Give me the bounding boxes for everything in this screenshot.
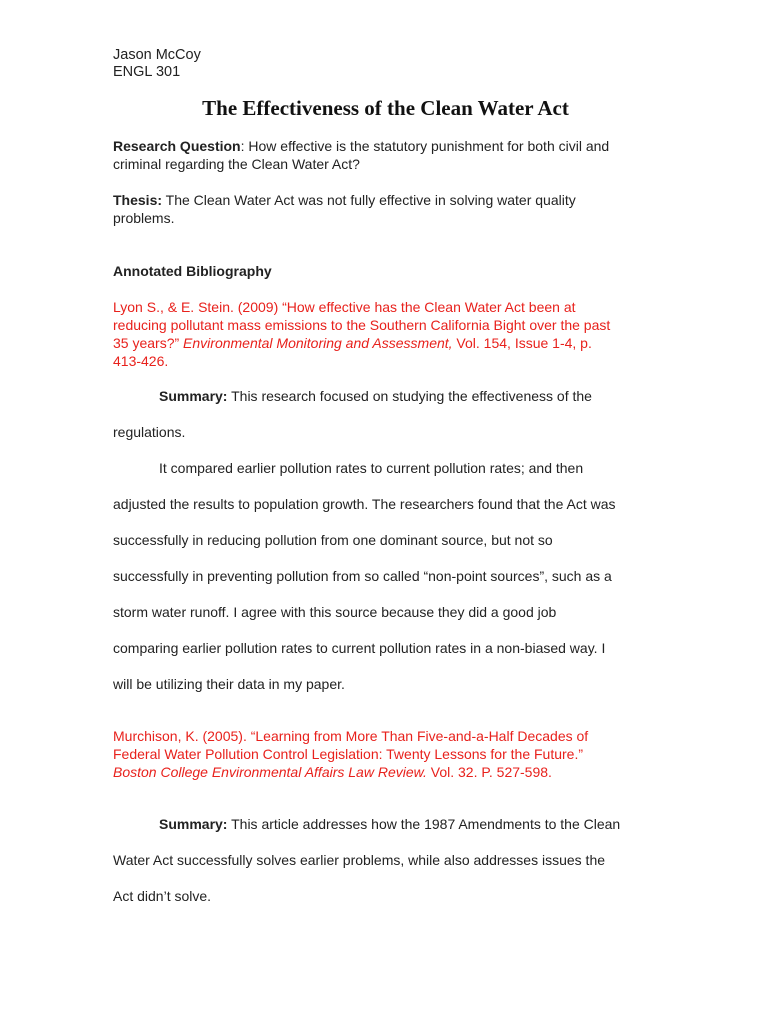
summary-label: Summary: xyxy=(159,388,228,404)
thesis-text-1: The Clean Water Act was not fully effective in solving water quality xyxy=(162,192,576,208)
journal-title: Environmental Monitoring and Assessment, xyxy=(183,335,453,351)
document-page xyxy=(113,0,658,1024)
summary-line: Water Act successfully solves earlier problems, while also addresses issues the xyxy=(113,852,606,868)
summary-line: adjusted the results to population growth. The researchers found that the Act was xyxy=(113,496,616,512)
summary-line: will be utilizing their data in my paper. xyxy=(113,676,345,692)
summary-line: successfully in preventing pollution from so called “non-point sources”, such as a xyxy=(113,568,612,584)
thesis-label: Thesis: xyxy=(113,192,163,208)
citation-lyon-stein xyxy=(113,298,658,370)
summary-text: This article addresses how the 1987 Amendments to the Clean xyxy=(227,816,621,832)
citation-text: Vol. 32. P. 527-598. xyxy=(426,764,552,780)
course-code: ENGL 301 xyxy=(113,64,181,80)
citation-text: Vol. 154, Issue 1-4, p. xyxy=(452,335,592,351)
citation-line: 413-426. xyxy=(113,353,169,369)
citation-line: Federal Water Pollution Control Legislation: Twenty Lessons for the Future.” xyxy=(113,746,584,762)
summary-line: It compared earlier pollution rates to current pollution rates; and then xyxy=(159,460,584,476)
citation-line xyxy=(113,334,658,352)
author-name: Jason McCoy xyxy=(113,47,201,63)
bibliography-heading: Annotated Bibliography xyxy=(113,263,272,279)
thesis-text-2: problems. xyxy=(113,209,175,226)
summary-line: Act didn’t solve. xyxy=(113,888,212,904)
summary-label: Summary: xyxy=(159,816,228,832)
research-question-text-1: How effective is the statutory punishment for both civil and xyxy=(244,138,610,154)
summary-text: This research focused on studying the effectiveness of the xyxy=(227,388,592,404)
summary-line xyxy=(113,388,658,424)
citation-murchison xyxy=(113,727,658,781)
summary-line xyxy=(113,816,658,852)
citation-line: Lyon S., & E. Stein. (2009) “How effective has the Clean Water Act been at xyxy=(113,299,576,315)
summary-line: successfully in reducing pollution from one dominant source, but not so xyxy=(113,532,553,548)
thesis xyxy=(113,192,658,227)
summary-murchison xyxy=(113,816,658,924)
citation-line: reducing pollutant mass emissions to the Southern California Bight over the past xyxy=(113,317,611,333)
research-question xyxy=(113,138,658,173)
summary-line: regulations. xyxy=(113,424,186,440)
citation-text: 35 years?” xyxy=(113,335,184,351)
citation-line: Murchison, K. (2005). “Learning from More Than Five-and-a-Half Decades of xyxy=(113,728,589,744)
citation-line xyxy=(113,763,658,781)
summary-line: storm water runoff. I agree with this source because they did a good job xyxy=(113,604,557,620)
document-title: The Effectiveness of the Clean Water Act xyxy=(202,96,569,120)
research-question-text-2: criminal regarding the Clean Water Act? xyxy=(113,155,360,172)
journal-title: Boston College Environmental Affairs Law Review. xyxy=(113,764,427,780)
research-question-separator: : xyxy=(240,138,245,154)
summary-line: comparing earlier pollution rates to current pollution rates in a non-biased way. I xyxy=(113,640,606,656)
research-question-label: Research Question xyxy=(113,138,241,154)
summary-lyon-stein xyxy=(113,388,658,712)
